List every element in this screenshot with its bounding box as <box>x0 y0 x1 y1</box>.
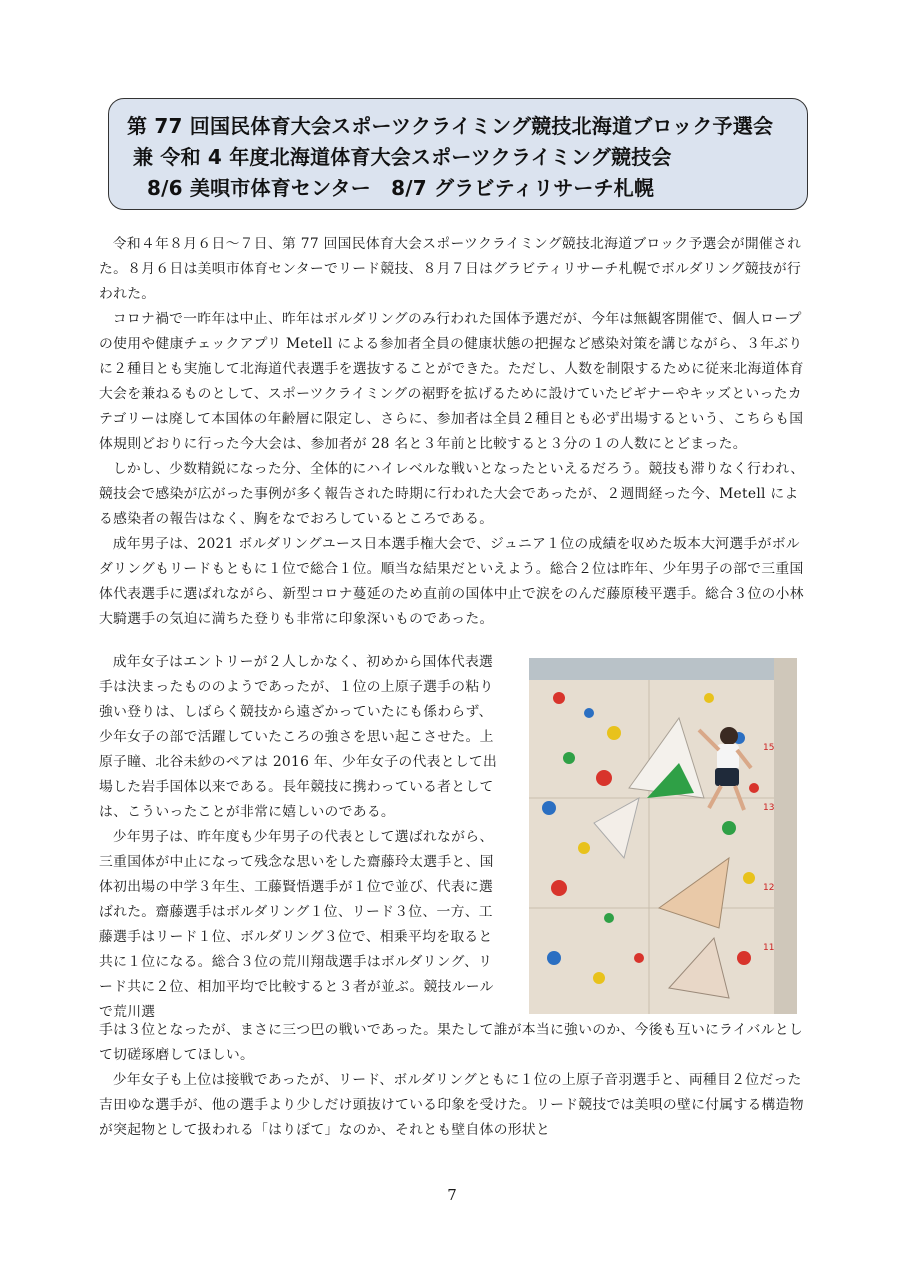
title-line-1: 第 77 回国民体育大会スポーツクライミング競技北海道ブロック予選会 <box>127 114 774 138</box>
wall-number-11: 11 <box>763 943 775 953</box>
wall-number-13: 13 <box>763 803 775 813</box>
paragraph-youth-men-cont: 手は３位となったが、まさに三つ巴の戦いであった。果たして誰が本当に強いのか、今後も互いにライバルとして切磋琢磨してほしい。 <box>99 1022 804 1063</box>
climbing-wall-illustration <box>529 658 797 1014</box>
article-body-bottom <box>99 1018 805 1143</box>
article-body-top <box>99 232 805 632</box>
page-number: 7 <box>447 1186 457 1204</box>
wall-number-12: 12 <box>763 883 775 893</box>
paragraph-adult-men: 成年男子は、2021 ボルダリングユース日本選手権大会で、ジュニア１位の成績を収めた坂本大河選手がボルダリングもリードもともに１位で総合１位。順当な結果だといえよう。総合２位は昨年、少年男子の部で三重国体代表選手に選ばれながら、新型コロナ蔓延のため直前の国体中止で涙をのんだ藤原稜平選手。総合３位の小林大騎選手の気迫に満ちた登りも非常に印象深いものであった。 <box>99 536 804 627</box>
paragraph-intro: 令和４年８月６日～７日、第 77 回国民体育大会スポーツクライミング競技北海道ブロック予選会が開催された。８月６日は美唄市体育センターでリード競技、８月７日はグラビティリサーチ札幌でボルダリング競技が行われた。 <box>99 236 802 302</box>
paragraph-youth-men: 少年男子は、昨年度も少年男子の代表として選ばれながら、三重国体が中止になって残念な思いをした齋藤玲太選手と、国体初出場の中学３年生、工藤賢悟選手が１位で並び、代表に選ばれた。齋藤選手はボルダリング１位、リード３位、一方、工藤選手はリード１位、ボルダリング３位で、相乗平均を取ると共に１位になる。総合３位の荒川翔哉選手はボルダリング、リード共に２位、相加平均で比較すると３者が並ぶ。競技ルールで荒川選 <box>99 829 494 1020</box>
paragraph-covid: コロナ禍で一昨年は中止、昨年はボルダリングのみ行われた国体予選だが、今年は無観客開催で、個人ロープの使用や健康チェックアプリ Metell による参加者全員の健康状態の把握など感染対策を講じながら、３年ぶりに２種目とも実施して北海道代表選手を選抜することができた。ただし、人数を制限するために従来北海道体育大会を兼ねるものとして、スポーツクライミングの裾野を拡げるために設けていたビギナーやキッズといったカテゴリーは廃して本国体の年齢層に限定し、さらに、参加者は全員２種目とも必ず出場するという、こちらも国体規則どおりに行った今大会は、参加者が 28 名と３年前と比較すると３分の１の人数にとどまった。 <box>99 311 804 452</box>
article-body-side <box>99 650 503 1025</box>
title-line-2: 兼 令和 4 年度北海道体育大会スポーツクライミング競技会 <box>133 145 672 169</box>
climbing-wall-photo <box>529 658 797 1014</box>
title-line-3: 8/6 美唄市体育センター 8/7 グラビティリサーチ札幌 <box>147 176 655 200</box>
paragraph-youth-women: 少年女子も上位は接戦であったが、リード、ボルダリングともに１位の上原子音羽選手と、両種目２位だった吉田ゆな選手が、他の選手より少しだけ頭抜けている印象を受けた。リード競技では美唄の壁に付属する構造物が突起物として扱われる「はりぼて」なのか、それとも壁自体の形状と <box>99 1072 804 1138</box>
title-box <box>108 98 808 210</box>
paragraph-adult-women: 成年女子はエントリーが２人しかなく、初めから国体代表選手は決まったもののようであったが、１位の上原子選手の粘り強い登りは、しばらく競技から遠ざかっていたにも係わらず、少年女子の部で活躍していたころの強さを思い起こさせた。上原子瞳、北谷未紗のペアは 2016 年、少年女子の代表として出場した岩手国体以来である。長年競技に携わっている者としては、こういったことが非常に嬉しいのである。 <box>99 654 498 820</box>
wall-number-15: 15 <box>763 743 775 753</box>
paragraph-level: しかし、少数精鋭になった分、全体的にハイレベルな戦いとなったといえるだろう。競技も滞りなく行われ、競技会で感染が広がった事例が多く報告された時期に行われた大会であったが、２週間経った今、Metell による感染者の報告はなく、胸をなでおろしているところである。 <box>99 461 805 527</box>
